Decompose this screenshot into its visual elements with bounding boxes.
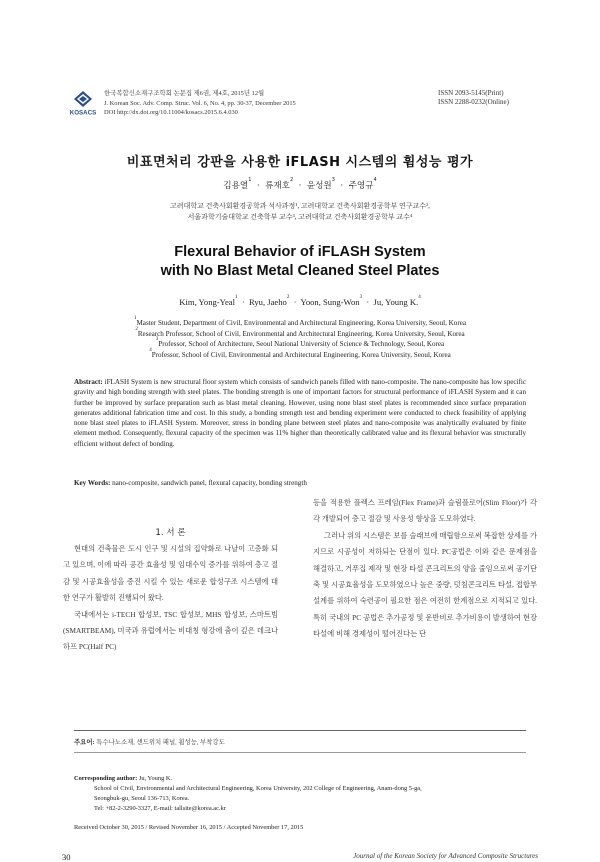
affil-line: $^2$Research Professor, School of Civil, Environmental and Architectural Engineering, Korea University, Seoul, Korea — [135, 326, 465, 338]
footnote-divider — [74, 730, 526, 731]
keywords-label: Key Words: — [74, 479, 111, 487]
journal-name-en: J. Korean Soc. Adv. Comp. Struc. Vol. 6, No. 4, pp. 30-37, December 2015 — [104, 99, 296, 107]
correspondence — [74, 774, 544, 814]
english-title — [0, 243, 600, 281]
keywords — [74, 479, 526, 487]
author-sup: 4 — [373, 177, 377, 183]
korean-affiliations — [0, 201, 600, 222]
author-sup: 1 — [235, 295, 238, 300]
author-sup: 4 — [418, 295, 421, 300]
affil-line: $^3$Professor, School of Architecture, Seoul National University of Science & Technology, Seoul, Korea — [155, 337, 445, 348]
korean-affil-line: 서울과학기술대학교 건축학부 교수³, 고려대학교 건축사회환경공학부 교수⁴ — [187, 212, 413, 221]
corresponding-address: Seongbuk-gu, Seoul 136-713, Korea. — [94, 795, 190, 802]
journal-info — [104, 89, 404, 118]
english-title-line: with No Blast Metal Cleaned Steel Plates — [160, 263, 440, 279]
english-title-line: Flexural Behavior of iFLASH System — [174, 244, 426, 260]
journal-logo — [64, 90, 102, 116]
received-dates: Received October 30, 2015 / Revised November 16, 2015 / Accepted November 17, 2015 — [74, 824, 304, 831]
issn-online: ISSN 2288-0232(Online) — [438, 98, 509, 106]
korean-keywords: 주요어: 특수나노소재, 샌드위치 패널, 휨성능, 부착강도 — [74, 739, 225, 746]
author-name: 류재호 — [265, 181, 290, 191]
author-sup: 3 — [359, 295, 363, 300]
english-authors: Kim, Yong-Yeal$^1$ · Ryu, Jaeho$^2$ · Yoon, Sung-Won$^3$ · Ju, Young K.$^4$ — [179, 295, 421, 307]
body-paragraph: 국내에서는 i-TECH 합성보, TSC 합성보, MHS 합성보, 스마트빔(SMARTBEAM), 미국과 유럽에서는 비대칭 형강에 춤이 깊은 데크나 하프 PC(Half PC) — [63, 609, 278, 652]
body-paragraph: 현대의 건축물은 도시 인구 및 시설의 집약화로 나날이 고층화 되고 있으며, 이에 따라 공간 효율성 및 임대수익 증가를 위하여 층고 절감 및 시공효율성을 증진 시킬 수 있는 새로운 합성구조 시스템에 대한 연구가 활발히 진행되어 왔다. — [63, 544, 278, 603]
korean-authors: 김용열$^1$ · 류재호$^2$ · 윤성원$^3$ · 주영규$^4$ — [223, 177, 377, 191]
english-affiliations — [0, 318, 600, 360]
abstract-text: iFLASH System is new structural floor system which consists of sandwich panels filled with nano-composite. The nano-composite has low specific gravity and high bonding strength with steel plates. The bonding strength is one of important factors for structural performance of iFLASH System and it can further be improved by surface preparation such as blast metal cleaning. However, using none blast steel plates is recommended since surface preparation generates additional fabrication time and cost. In this study, a bonding strength test and bending experiment were conducted to check feasibility of applying none blast steel plates to iFLASH System. Moreover, stress in bonding plane between steel plates and nano-composite was analytically evaluated by finite element method. Consequently, flexural capacity of the specimen was 11% higher than theoretically calibrated value and its flexural behavior was structurally efficient without defect of bonding. — [74, 378, 526, 448]
author-sup: 3 — [331, 177, 335, 183]
footer-journal: Journal of the Korean Society for Advanced Composite Structures — [353, 852, 538, 860]
abstract-label: Abstract: — [74, 378, 103, 386]
body-left-column — [63, 541, 278, 656]
author-sup: 1 — [248, 177, 252, 183]
issn-print: ISSN 2093-5145(Print) — [438, 89, 504, 97]
korean-affil-line: 고려대학교 건축사회환경공학과 석사과정¹, 고려대학교 건축사회환경공학부 연구교수², — [170, 202, 430, 210]
page-number: 30 — [62, 852, 71, 862]
author-name: 윤성원 — [306, 181, 332, 191]
body-paragraph: 등을 적용한 플렉스 프레임(Flex Frame)과 슬림플로어(Slim Floor)가 각각 개발되어 층고 절감 및 사용성 향상을 도모하였다. — [313, 498, 537, 524]
section-heading: 1. 서 론 — [155, 528, 186, 538]
logo-text: KOSACS — [69, 109, 97, 116]
author-name: 주영규 — [348, 181, 374, 191]
journal-name-ko: 한국복합신소재구조학회 논문집 제6권, 제4호, 2015년 12월 — [104, 90, 265, 97]
body-paragraph: 그러나 위의 시스템은 보를 슬래브에 매립함으로써 복잡한 상세를 가지므로 시공성이 저하되는 단점이 있다. PC공법은 이와 같은 문제점을 해결하고, 거푸집 제작 및 현장 타설 콘크리트의 양을 줄임으로써 공기단축 및 시공효율성을 도모하였으나 높은 중량, 덧침콘크리트 타설, 접합부 설계를 위하여 숙련공이 필요한 점은 여전히 한계점으로 지적되고 있다. 특히 국내의 PC 공법은 추가공정 및 운반비로 추가비용이 발생하여 현장 타설에 비해 경제성이 떨어진다는 단 — [313, 530, 537, 639]
author-name: Ju, Young K. — [373, 297, 419, 307]
author-name: Kim, Yong-Yeal — [179, 297, 236, 307]
footnote-divider — [74, 752, 526, 753]
author-sup: 2 — [289, 177, 294, 183]
keywords-text: nano-composite, sandwich panel, flexural capacity, bonding strength — [112, 479, 307, 487]
affil-line: $^4$Professor, School of Civil, Environmental and Architectural Engineering, Korea University, Seoul, Korea — [149, 347, 451, 359]
korean-title: 비표면처리 강판을 사용한 iFLASH 시스템의 휨성능 평가 — [126, 155, 474, 170]
issn-block — [438, 89, 509, 107]
author-sup: 2 — [286, 295, 290, 300]
kosacs-logo-icon — [64, 90, 102, 116]
doi-link[interactable]: DOI http://dx.doi.org/10.11004/kosacs.2015.6.4.030 — [104, 109, 238, 117]
affil-line: $^1$Master Student, Department of Civil, Environmental and Architectural Engineering, Korea University, Seoul, Korea — [133, 316, 466, 327]
author-name: 김용열 — [223, 181, 249, 191]
author-name: Ryu, Jaeho — [248, 297, 287, 307]
author-name: Yoon, Sung-Won — [300, 297, 360, 307]
corresponding-label: Corresponding author: — [74, 775, 138, 782]
corresponding-address: School of Civil, Environmental and Architectural Engineering, Korea University, 202 College of Engineering, Anam-dong 5-ga, — [94, 785, 422, 792]
body-right-column — [313, 495, 537, 643]
abstract — [74, 377, 526, 449]
corresponding-name: Ju, Young K. — [138, 775, 173, 782]
corresponding-contact[interactable]: Tel: +82-2-3290-3327, E-mail: tallsite@korea.ac.kr — [94, 805, 226, 812]
